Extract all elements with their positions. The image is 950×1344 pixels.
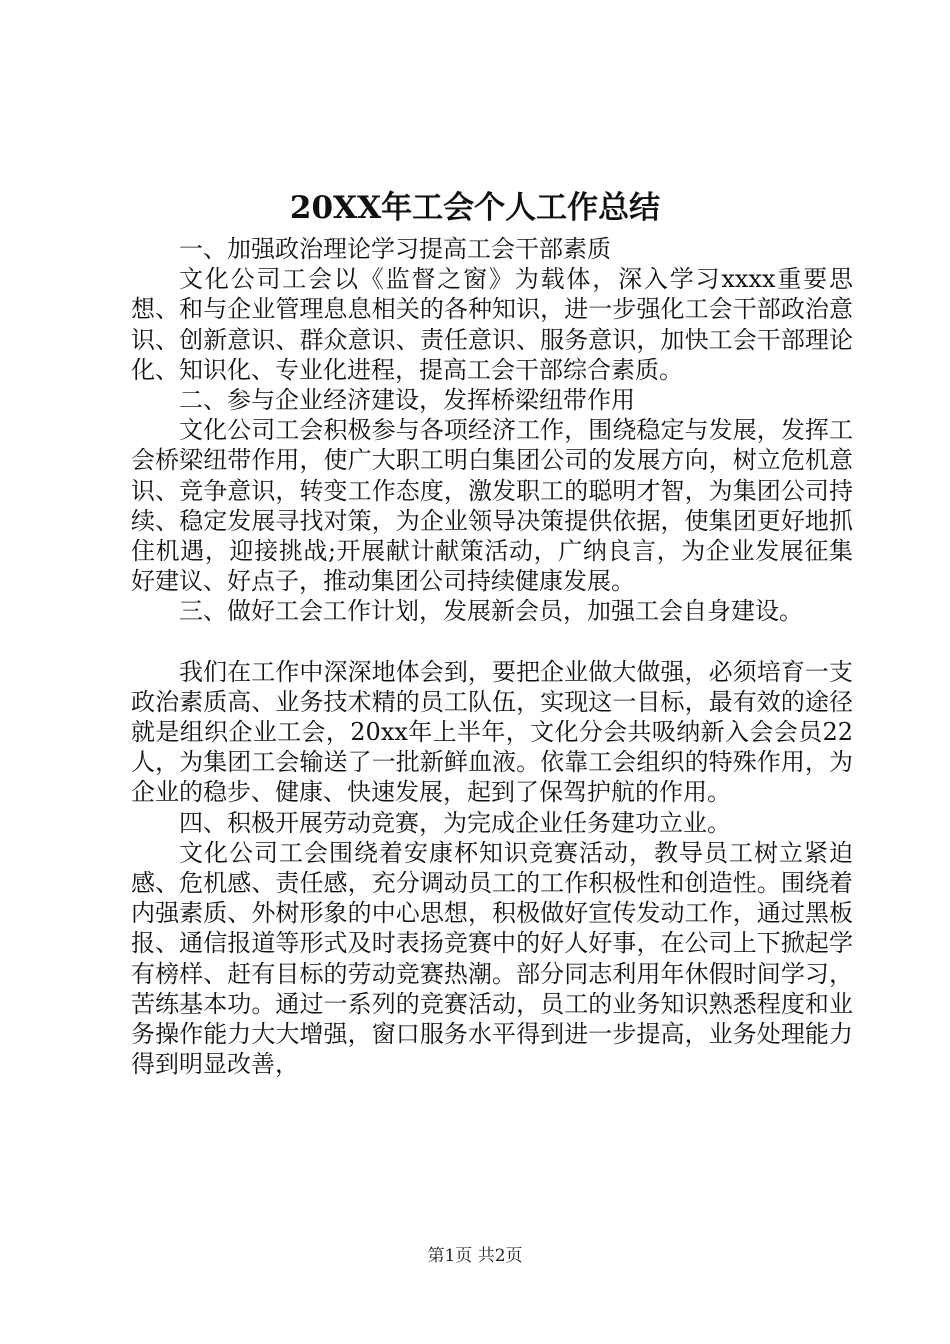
section-heading-3: 三、做好工会工作计划，发展新会员，加强工会自身建设。 xyxy=(179,597,803,626)
document-body xyxy=(131,234,853,1079)
page-number-footer: 第1页 共2页 xyxy=(427,1246,523,1266)
body-paragraph-1: 文化公司工会以《监督之窗》为载体，深入学习xxxx重要思想、和与企业管理息息相关的各种知识，进一步强化工会干部政治意识、创新意识、群众意识、责任意识、服务意识，加快工会干部理论化、知识化、专业化进程，提高工会干部综合素质。 xyxy=(131,265,853,384)
blank-line xyxy=(131,627,853,657)
section-heading-2: 二、参与企业经济建设，发挥桥梁纽带作用 xyxy=(179,386,635,415)
document-title: 20XX年工会个人工作总结 xyxy=(289,190,661,226)
section-heading-4: 四、积极开展劳动竞赛，为完成企业任务建功立业。 xyxy=(179,808,731,837)
section-heading-1: 一、加强政治理论学习提高工会干部素质 xyxy=(179,235,611,263)
body-paragraph-4: 文化公司工会围绕着安康杯知识竞赛活动，教导员工树立紧迫感、危机感、责任感，充分调动员工的工作积极性和创造性。围绕着内强素质、外树形象的中心思想，积极做好宣传发动工作，通过黑板报、通信报道等形式及时表扬竞赛中的好人好事，在公司上下掀起学有榜样、赶有目标的劳动竞赛热潮。部分同志利用年休假时间学习，苦练基本功。通过一系列的竞赛活动，员工的业务知识熟悉程度和业务操作能力大大增强，窗口服务水平得到进一步提高，业务处理能力得到明显改善， xyxy=(131,838,853,1079)
body-paragraph-3: 我们在工作中深深地体会到，要把企业做大做强，必须培育一支政治素质高、业务技术精的员工队伍，实现这一目标，最有效的途径就是组织企业工会，20xx年上半年，文化分会共吸纳新入会会员22人，为集团工会输送了一批新鲜血液。依靠工会组织的特殊作用，为企业的稳步、健康、快速发展，起到了保驾护航的作用。 xyxy=(131,657,853,807)
body-paragraph-2: 文化公司工会积极参与各项经济工作，围绕稳定与发展，发挥工会桥梁纽带作用，使广大职工明白集团公司的发展方向，树立危机意识、竞争意识，转变工作态度，激发职工的聪明才智，为集团公司持续、稳定发展寻找对策，为企业领导决策提供依据，使集团更好地抓住机遇，迎接挑战;开展献计献策活动，广纳良言，为企业发展征集好建议、好点子，推动集团公司持续健康发展。 xyxy=(131,416,853,596)
